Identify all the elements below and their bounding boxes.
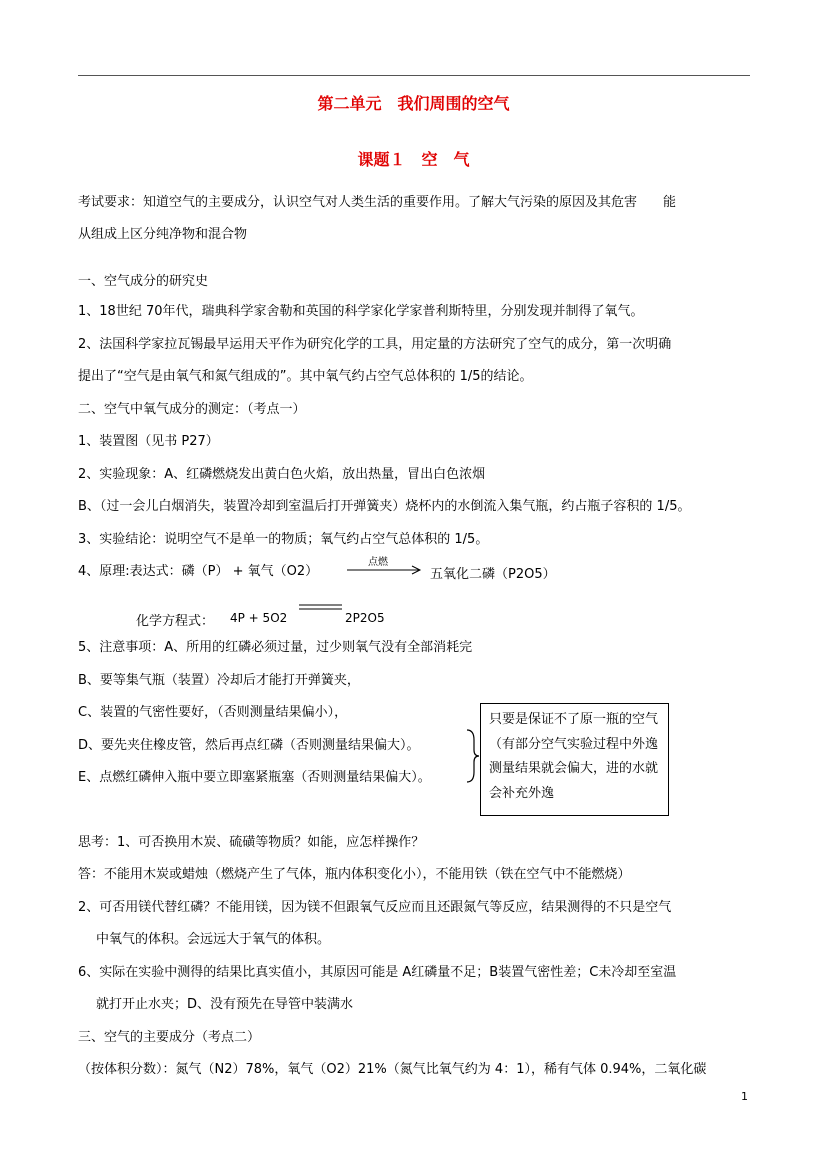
think-line: 中氧气的体积。会远远大于氧气的体积。 (96, 932, 331, 947)
reaction-condition: 点燃 (368, 557, 388, 568)
header-rule (78, 75, 750, 76)
paragraph-line: 3、实验结论：说明空气不是单一的物质；氧气约占空气总体积的 1/5。 (78, 532, 489, 547)
paragraph-line: 2、法国科学家拉瓦锡最早运用天平作为研究化学的工具，用定量的方法研究了空气的成分，第一次明确 (78, 337, 672, 352)
principle-prefix: 4、原理:表达式：磷（P） + 氧气（O2） (78, 564, 319, 579)
exam-requirement-line-1: 考试要求：知道空气的主要成分，认识空气对人类生活的重要作用。了解大气污染的原因及其危害 能 (78, 195, 677, 210)
unit-title: 第二单元 我们周围的空气 (317, 94, 510, 113)
note-line: D、要先夹住橡皮管，然后再点红磷（否则测量结果偏大）。 (78, 738, 420, 753)
paragraph-line: 2、实验现象：A、红磷燃烧发出黄白色火焰，放出热量，冒出白色浓烟 (78, 467, 486, 482)
think-line: 思考：1、可否换用木炭、硫磺等物质？如能，应怎样操作？ (78, 835, 425, 850)
note-line: 5、注意事项：A、所用的红磷必须过量，过少则氧气没有全部消耗完 (78, 640, 473, 655)
equation-left: 4P + 5O2 (230, 611, 288, 625)
equation-label: 化学方程式： (136, 614, 215, 629)
section-heading-3: 三、空气的主要成分（考点二） (78, 1030, 261, 1045)
think-line: 就打开止水夹；D、没有预先在导管中装满水 (96, 997, 354, 1012)
exam-requirement-line-2: 从组成上区分纯净物和混合物 (78, 227, 248, 242)
paragraph-line: B、（过一会儿白烟消失，装置冷却到室温后打开弹簧夹）烧杯内的水倒流入集气瓶，约占瓶子容积的 1/5。 (78, 499, 691, 514)
callout-box (480, 703, 669, 816)
think-line: 2、可否用镁代替红磷？不能用镁，因为镁不但跟氧气反应而且还跟氮气等反应，结果测得的不只是空气 (78, 900, 672, 915)
lesson-title: 课题１ 空 气 (357, 150, 470, 169)
note-line: B、要等集气瓶（装置）冷却后才能打开弹簧夹， (78, 673, 360, 688)
section-heading-1: 一、空气成分的研究史 (78, 274, 209, 289)
brace-icon (464, 728, 480, 784)
callout-text: 只要是保证不了原一瓶的空气（有部分空气实验过程中外逸测量结果就会偏大，进的水就会补充外逸 (489, 712, 659, 801)
page-number: 1 (741, 1090, 748, 1103)
paragraph-line: （按体积分数）：氮气（N2）78%，氧气（O2）21%（氮气比氧气约为 4：1），稀有气体 0.94%，二氧化碳 (78, 1062, 707, 1077)
note-line: C、装置的气密性要好，（否则测量结果偏小）， (78, 705, 348, 720)
principle-product: 五氧化二磷（P2O5） (430, 567, 556, 582)
equation-right: 2P2O5 (345, 611, 385, 625)
paragraph-line: 1、18世纪 70年代，瑞典科学家舍勒和英国的科学家化学家普利斯特里，分别发现并制得了氧气。 (78, 304, 644, 319)
paragraph-line: 提出了“空气是由氧气和氮气组成的”。其中氧气约占空气总体积的 1/5的结论。 (78, 369, 533, 384)
answer-line: 答：不能用木炭或蜡烛（燃烧产生了气体，瓶内体积变化小），不能用铁（铁在空气中不能燃烧） (78, 867, 631, 882)
paragraph-line: 1、装置图（见书 P27） (78, 434, 219, 449)
equals-sign-icon (298, 603, 344, 613)
note-line: E、点燃红磷伸入瓶中要立即塞紧瓶塞（否则测量结果偏大）。 (78, 770, 431, 785)
section-heading-2: 二、空气中氧气成分的测定：（考点一） (78, 402, 306, 417)
think-line: 6、实际在实验中测得的结果比真实值小，其原因可能是 A红磷量不足；B装置气密性差；C未冷却至室温 (78, 965, 677, 980)
